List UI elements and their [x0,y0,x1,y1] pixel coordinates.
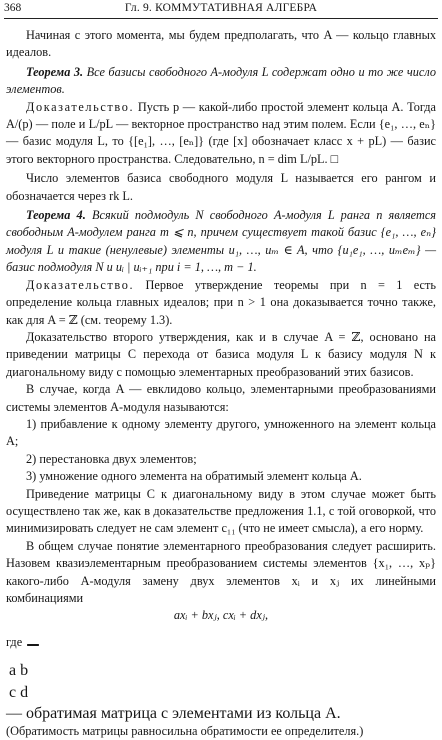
theorem-4-label: Теорема 4. [26,208,86,223]
final-remark: (Обратимость матрицы равносильна обратимости ее определителя.) [6,723,364,738]
matrix-entry: c [9,683,17,701]
second-claim-paragraph: Доказательство второго утверждения, как и в случае A = ℤ, основано на приведении матрицы C перехода от базиса модуля L к базису модуля N к диагональному виду с помощью элементарных преобразований этих базисов. [6,329,436,379]
where-prefix: где [6,634,23,649]
proof-4-label: Доказательство. [26,277,135,292]
reduction-paragraph: Приведение матрицы C к диагональному виду в этом случае может быть осуществлено так же, как в доказательстве предложения 1.1, с той оговоркой, что минимизировать следует не сам элемент c₁₁ (что не имеет смысла), а его норму. [6,486,436,536]
linear-combination-formula: axᵢ + bxⱼ, cxᵢ + dxⱼ, [173,608,269,623]
euclidean-case-paragraph: В случае, когда A — евклидово кольцо, элементарными преобразованиями системы элементов A-модуля называются: [6,382,436,414]
proof-3 [6,99,436,169]
theorem-3 [6,64,436,99]
header-rule [4,18,438,19]
general-case-paragraph: В общем случае понятие элементарного преобразования следует расширить. Назовем квазиэлементарным преобразованием системы элементов {x₁, …, xₚ} какого-либо A-модуля замену двух элементов xᵢ и xⱼ их линейными комбинациями [6,538,436,605]
theorem-3-label: Теорема 3. [26,64,84,79]
list-item-1: 1) прибавление к одному элементу другого, умноженного на элемент кольца A; [6,416,436,449]
matrix-entry: d [20,683,29,701]
page-header [4,2,438,16]
list-item-2: 2) перестановка двух элементов; [26,451,197,466]
list-item-3: 3) умножение одного элемента на обратимый элемент кольца A. [26,469,362,484]
intro-paragraph: Начиная с этого момента, мы будем предполагать, что A — кольцо главных идеалов. [6,28,436,60]
page-body [6,27,436,740]
matrix-line [6,625,436,659]
proof-3-label: Доказательство. [26,99,135,114]
running-head: Гл. 9. КОММУТАТИВНАЯ АЛГЕБРА [124,2,318,14]
proof-4-text: Первое утверждение теоремы при n = 1 есть определение кольца главных идеалов; при n > 1 она доказывается точно также, как для A = ℤ (см. теорему 1.3). [6,277,436,327]
matrix-entry: b [20,661,29,679]
proof-3-text: Пусть p — какой-либо простой элемент кольца A. Тогда A/(p) — поле и L/pL — векторное пространство над этим полем. Если {e₁, …, eₙ} — базис модуля L, то {[e₁], …, [eₙ]} (где [x] обозначает класс x + pL) — базис этого векторного пространства. Следовательно, n = dim L/pL. □ [6,99,436,166]
matrix-entry: a [9,661,17,679]
rank-definition: Число элементов базиса свободного модуля L называется его рангом и обозначается через rk L. [6,171,436,203]
where-suffix: — обратимая матрица с элементами из кольца A. [6,704,341,722]
proof-4 [6,277,436,329]
theorem-3-statement: Все базисы свободного A-модуля L содержат одно и то же число элементов. [6,64,437,97]
theorem-4 [6,207,436,277]
page-number: 368 [4,2,22,14]
theorem-4-statement: Всякий подмодуль N свободного A-модуля L ранга n является свободным A-модулем ранга m ⩽ n, причем существует такой базис {e₁, …, eₙ} модуля L и такие (ненулевые) элементы u₁, …, uₘ ∈ A, что {u₁e₁, …, uₘeₘ} — базис подмодуля N и uᵢ | uᵢ₊₁ при i = 1, …, m − 1. [6,208,437,275]
